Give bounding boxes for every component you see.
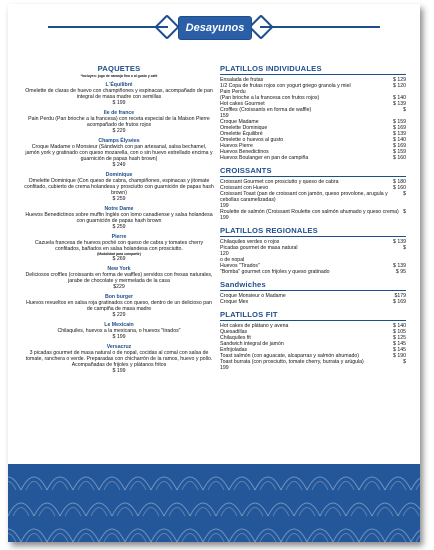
wave-pattern-mark xyxy=(338,482,354,491)
dish-name: Croque Mex xyxy=(220,299,249,305)
wave-pattern-mark xyxy=(416,482,420,491)
package-price: $ 259 xyxy=(112,196,126,202)
package-price: $ 229 xyxy=(112,128,126,134)
wave-pattern-mark xyxy=(151,477,177,490)
dish-price: $ 105 xyxy=(393,329,406,335)
dish-price: $ 140 xyxy=(393,95,406,101)
wave-pattern-mark xyxy=(125,529,151,542)
dish-price: $ 140 xyxy=(393,137,406,143)
dish-price: $ 125 xyxy=(393,335,406,341)
package-item xyxy=(24,322,214,340)
dish-name: Sandwich integral de jamón xyxy=(220,341,284,347)
right-column xyxy=(220,64,406,371)
dish-name: Picadas gourmet de masa natural xyxy=(220,245,298,251)
package-item xyxy=(24,110,214,134)
wave-pattern-mark xyxy=(364,482,380,491)
dish-price: $ 169 xyxy=(393,125,406,131)
dish-name: Croque Monsieur o Madame xyxy=(220,293,286,299)
dish-name: 199 xyxy=(220,365,229,371)
menu-row xyxy=(220,269,406,275)
wave-pattern-mark xyxy=(143,508,159,517)
wave-pattern-mark xyxy=(385,477,411,490)
wave-pattern-mark xyxy=(411,529,420,542)
wave-pattern-mark xyxy=(234,482,250,491)
package-description: Cazuela francesa de huevos poché con queso de cabra y tomates cherry confitados, bañados en salsa holandesa con prosciutto. xyxy=(34,240,204,252)
dish-price: $ xyxy=(403,191,406,197)
wave-pattern-mark xyxy=(260,482,276,491)
wave-pattern-mark xyxy=(403,508,419,517)
dish-price: $ 139 xyxy=(393,131,406,137)
wave-pattern-mark xyxy=(364,534,380,543)
wave-pattern-mark xyxy=(190,503,216,516)
section-title: PLATILLOS REGIONALES xyxy=(220,226,406,237)
wave-pattern-mark xyxy=(52,534,68,543)
package-description: Deliciosos croffles (croissants en forma de waffles) servidos con fresas naturales, jarabe de chocolate y mermelada de la casa xyxy=(25,272,213,284)
dish-price: $ 169 xyxy=(393,299,406,305)
menu-row xyxy=(220,191,406,203)
package-item xyxy=(24,82,214,106)
package-name: Notre Dame xyxy=(104,206,134,212)
wave-pattern-mark xyxy=(242,503,268,516)
dish-price: $ 120 xyxy=(393,83,406,89)
wave-pattern-mark xyxy=(281,477,307,490)
dish-price: $ 145 xyxy=(393,341,406,347)
header-rule-right xyxy=(260,26,380,28)
wave-pattern-mark xyxy=(203,529,229,542)
package-item xyxy=(24,266,214,290)
package-price: $ 199 xyxy=(112,100,126,106)
dish-name: Omelette o huevos al gusto xyxy=(220,137,284,143)
wave-pattern-mark xyxy=(104,482,120,491)
wave-pattern-mark xyxy=(91,508,107,517)
dish-name: Huevos Boulanger en pan de campiña xyxy=(220,155,309,161)
wave-pattern-mark xyxy=(390,534,406,543)
wave-pattern-mark xyxy=(177,529,203,542)
wave-pattern-mark xyxy=(47,529,73,542)
wave-pattern-mark xyxy=(312,534,328,543)
dish-name: 1/2 Copa de frutas rojos con yogurt griego granola y miel xyxy=(220,83,351,89)
dish-price: $ 160 xyxy=(393,185,406,191)
dish-name: Toast burrata (con prosciutto, tomate cherry, burrata y arúgula) xyxy=(220,359,364,365)
wave-pattern-mark xyxy=(156,482,172,491)
wave-pattern-mark xyxy=(286,534,302,543)
package-price: $ 259 xyxy=(112,224,126,230)
dish-price: $179 xyxy=(394,293,406,299)
wave-pattern-mark xyxy=(130,482,146,491)
dish-price: $ xyxy=(403,359,406,365)
wave-pattern-mark xyxy=(325,508,341,517)
package-price: $ 269 xyxy=(112,256,126,262)
wave-pattern-mark xyxy=(104,534,120,543)
section-title: PLATILLOS FIT xyxy=(220,310,406,321)
wave-pattern-mark xyxy=(286,482,302,491)
dish-price: $ 159 xyxy=(393,149,406,155)
dish-price: $ 180 xyxy=(393,179,406,185)
package-description: 3 picadas gourmet de masa natural o de nopal, cocidas al comal con salsa de tomate, ranchera o verde. Preparadas con chicharrón de la ramos, huevo y pollo. Acompañadas de frijoles y plátanos fritos xyxy=(25,350,213,368)
wave-pattern-mark xyxy=(307,477,333,490)
dish-name: Toast salmón (con aguacate, alcaparras y salmón ahumado) xyxy=(220,353,359,359)
wave-pattern-mark xyxy=(216,503,242,516)
wave-pattern-mark xyxy=(99,529,125,542)
wave-pattern-mark xyxy=(372,503,398,516)
package-name: New York xyxy=(107,266,131,272)
dish-name: Croissant Gourmet con prosciutto y queso de cabra xyxy=(220,179,339,185)
package-price: $ 199 xyxy=(112,368,126,374)
wave-pattern-mark xyxy=(34,503,60,516)
dish-price: $ 159 xyxy=(393,119,406,125)
dish-price: $ 169 xyxy=(393,143,406,149)
dish-name: Hot cakes de plátano y avena xyxy=(220,323,289,329)
package-price: $229 xyxy=(113,284,125,290)
menu-header xyxy=(8,4,420,50)
package-name: Bon burger xyxy=(105,294,133,300)
wave-pattern-mark xyxy=(346,503,372,516)
dish-name: Croffles (Croissants en forma de waffle) xyxy=(220,107,312,113)
wave-pattern-mark xyxy=(65,508,81,517)
dish-price xyxy=(403,215,406,221)
dish-name: Omelette Dominique xyxy=(220,125,268,131)
diamond-ornament-icon xyxy=(248,14,273,39)
section-note: *Incluyen: jugo de naranja fino o al gusto y café xyxy=(80,74,158,78)
package-name: Le Mexicain xyxy=(104,322,134,328)
dish-name: Huevos Benedictinos xyxy=(220,149,269,155)
wave-pattern-mark xyxy=(247,508,263,517)
dish-name: Quesadillas xyxy=(220,329,248,335)
wave-pattern-mark xyxy=(229,529,255,542)
dish-name: Croissant con Huevo xyxy=(220,185,269,191)
wave-pattern-mark xyxy=(78,482,94,491)
dish-price: $ 139 xyxy=(393,239,406,245)
dish-price: $ xyxy=(403,209,406,215)
wave-pattern-mark xyxy=(39,508,55,517)
wave-pattern-mark xyxy=(182,482,198,491)
dish-name: Hot cakes Gourmet xyxy=(220,101,265,107)
wave-pattern-mark xyxy=(13,508,29,517)
dish-name: 120 xyxy=(220,251,229,257)
package-description: Omelette de claras de huevo con champiñones y espinacas, acompañado de pan integral de masa madre con semillas xyxy=(25,88,213,100)
package-price: $ 229 xyxy=(112,312,126,318)
package-item xyxy=(24,294,214,318)
wave-pattern-mark xyxy=(164,503,190,516)
wave-pattern-mark xyxy=(377,508,393,517)
package-name: L´Équilibré xyxy=(105,82,133,88)
header-rule-left xyxy=(48,26,168,28)
menu-row xyxy=(220,209,406,215)
dish-name: 159 xyxy=(220,113,229,119)
diamond-ornament-icon xyxy=(154,14,179,39)
package-description: Croque Madame o Monsieur (Sándwich con pan artesanal, salsa bechamel, jamón york y gratinado con queso mozarella, con o sin huevo estrellado encima y guarnición de papas hash brown) xyxy=(25,144,213,162)
section-title: PLATILLOS INDIVIDUALES xyxy=(220,64,406,75)
dish-name: 199 xyxy=(220,215,229,221)
wave-pattern-mark xyxy=(73,529,99,542)
dish-price: $ xyxy=(403,245,406,251)
wave-pattern-mark xyxy=(8,534,16,543)
wave-pattern-mark xyxy=(385,529,411,542)
wave-pattern-mark xyxy=(26,534,42,543)
package-description: Pain Perdu (Pan brioche a la francesa) con receta especial de la Maison Pierre acompañado de frutos rojos xyxy=(28,116,210,128)
wave-pattern-mark xyxy=(229,477,255,490)
wave-pattern-mark xyxy=(234,534,250,543)
section-title-paquetes: PAQUETES xyxy=(97,64,141,73)
page-title-box xyxy=(178,16,252,40)
package-item xyxy=(24,234,214,262)
package-note: (Modalidad para compartir) xyxy=(97,252,141,256)
menu-row xyxy=(220,155,406,161)
wave-pattern-mark xyxy=(177,477,203,490)
wave-pattern-mark xyxy=(416,534,420,543)
wave-pattern-mark xyxy=(359,529,385,542)
wave-pattern-mark xyxy=(117,508,133,517)
menu-row xyxy=(220,215,406,221)
dish-price: $ 139 xyxy=(393,263,406,269)
wave-pattern-mark xyxy=(281,529,307,542)
wave-pattern-mark xyxy=(260,534,276,543)
dish-name: Omelette Équilibré xyxy=(220,131,263,137)
wave-pattern-mark xyxy=(359,477,385,490)
wave-pattern-mark xyxy=(299,508,315,517)
wave-pattern-mark xyxy=(268,503,294,516)
package-item xyxy=(24,344,214,374)
left-column xyxy=(24,64,214,374)
package-name: Dominique xyxy=(105,172,133,178)
section-title: CROISSANTS xyxy=(220,166,406,177)
package-name: Champs Élysées xyxy=(98,138,140,144)
dish-price xyxy=(403,365,406,371)
menu-page xyxy=(8,4,420,542)
package-name: Pierre xyxy=(111,234,127,240)
dish-name: Chilaquiles fit xyxy=(220,335,251,341)
wave-pattern-mark xyxy=(255,477,281,490)
dish-price: $ 160 xyxy=(393,155,406,161)
menu-row xyxy=(220,299,406,305)
wave-pattern-mark xyxy=(182,534,198,543)
wave-pattern-mark xyxy=(411,477,420,490)
dish-name: 199 xyxy=(220,203,229,209)
dish-price: $ 140 xyxy=(393,323,406,329)
dish-name: Enfrijoladas xyxy=(220,347,248,353)
wave-pattern-mark xyxy=(320,503,346,516)
wave-pattern-mark xyxy=(138,503,164,516)
package-name: Ile de france xyxy=(103,110,135,116)
wave-pattern-mark xyxy=(390,482,406,491)
package-name: Versacruz xyxy=(106,344,132,350)
dish-price: $ 145 xyxy=(393,347,406,353)
wave-pattern-mark xyxy=(8,482,16,491)
wave-pattern-mark xyxy=(21,477,47,490)
dish-name: Ensalada de frutas xyxy=(220,77,264,83)
wave-pattern-mark xyxy=(86,503,112,516)
wave-pattern-mark xyxy=(8,503,34,516)
dish-name: Pain Perdu xyxy=(220,89,246,95)
wave-pattern-mark xyxy=(125,477,151,490)
wave-pattern-mark xyxy=(112,503,138,516)
wave-pattern-mark xyxy=(52,482,68,491)
wave-pattern-mark xyxy=(130,534,146,543)
wave-pattern-mark xyxy=(169,508,185,517)
wave-pattern-mark xyxy=(273,508,289,517)
wave-pattern-mark xyxy=(398,503,420,516)
wave-pattern-mark xyxy=(255,529,281,542)
decorative-pattern-band xyxy=(8,464,420,542)
dish-name: "Bomba" gourmet con frijoles y queso gratinado xyxy=(220,269,330,275)
package-description: Omelette Dominique (Con queso de cabra, champiñones, espinacas y jitomate confitado, cubierto de crema holandesa y prosciutto con guarnición de papas hash brown) xyxy=(24,178,214,196)
wave-pattern-mark xyxy=(312,482,328,491)
wave-pattern-mark xyxy=(151,529,177,542)
wave-pattern-mark xyxy=(221,508,237,517)
menu-row xyxy=(220,365,406,371)
dish-price: $ 139 xyxy=(393,101,406,107)
wave-pattern-mark xyxy=(99,477,125,490)
dish-name: (Pan brioche a la francesa con frutos rojos) xyxy=(220,95,320,101)
dish-name: Roulette de salmón (Croissant Roulette con salmón ahumado y queso crema) xyxy=(220,209,399,215)
package-description: Chilaquiles, huevos a la mexicana, o huevos "tirados" xyxy=(57,328,181,334)
package-item xyxy=(24,172,214,202)
dish-name: Chilaquiles verdes o rojos xyxy=(220,239,280,245)
wave-pattern-mark xyxy=(307,529,333,542)
dish-price: $ 95 xyxy=(395,269,406,275)
wave-pattern-mark xyxy=(333,477,359,490)
wave-pattern-mark xyxy=(333,529,359,542)
wave-pattern-mark xyxy=(60,503,86,516)
package-description: Huevos Benedictinos sobre muffin Inglés con lomo canadiense y salsa holandesa con guarnición de papas hash brown xyxy=(25,212,213,224)
package-item xyxy=(24,138,214,168)
wave-pattern-mark xyxy=(21,529,47,542)
dish-name: o de nopal xyxy=(220,257,245,263)
wave-pattern-mark xyxy=(195,508,211,517)
package-price: $ 199 xyxy=(112,334,126,340)
wave-pattern-mark xyxy=(78,534,94,543)
dish-name: Croque Madame xyxy=(220,119,259,125)
wave-pattern-mark xyxy=(338,534,354,543)
dish-name: Huevos Pierre xyxy=(220,143,253,149)
wave-pattern-mark xyxy=(26,482,42,491)
wave-pattern-mark xyxy=(208,482,224,491)
wave-pattern-mark xyxy=(73,477,99,490)
wave-pattern-mark xyxy=(294,503,320,516)
dish-price: $ 129 xyxy=(393,77,406,83)
wave-pattern-mark xyxy=(203,477,229,490)
wave-pattern-mark xyxy=(208,534,224,543)
wave-pattern-mark xyxy=(156,534,172,543)
dish-price: $ 190 xyxy=(393,353,406,359)
section-title: Sandwiches xyxy=(220,280,406,291)
page-title: Desayunos xyxy=(185,22,245,34)
package-description: Huevos revueltos en salsa roja gratinados con queso, dentro de un delicioso pan de campiña de masa madre xyxy=(26,300,212,312)
package-item xyxy=(24,206,214,230)
package-price: $ 249 xyxy=(112,162,126,168)
dish-name: Huevos "Tirados" xyxy=(220,263,260,269)
wave-pattern-mark xyxy=(351,508,367,517)
dish-name: Croissant Toast (pan de croissant con jamón, queso provolone, arugula y cebollas caramelizadas) xyxy=(220,191,388,203)
wave-pattern-mark xyxy=(47,477,73,490)
dish-price: $ xyxy=(403,107,406,113)
